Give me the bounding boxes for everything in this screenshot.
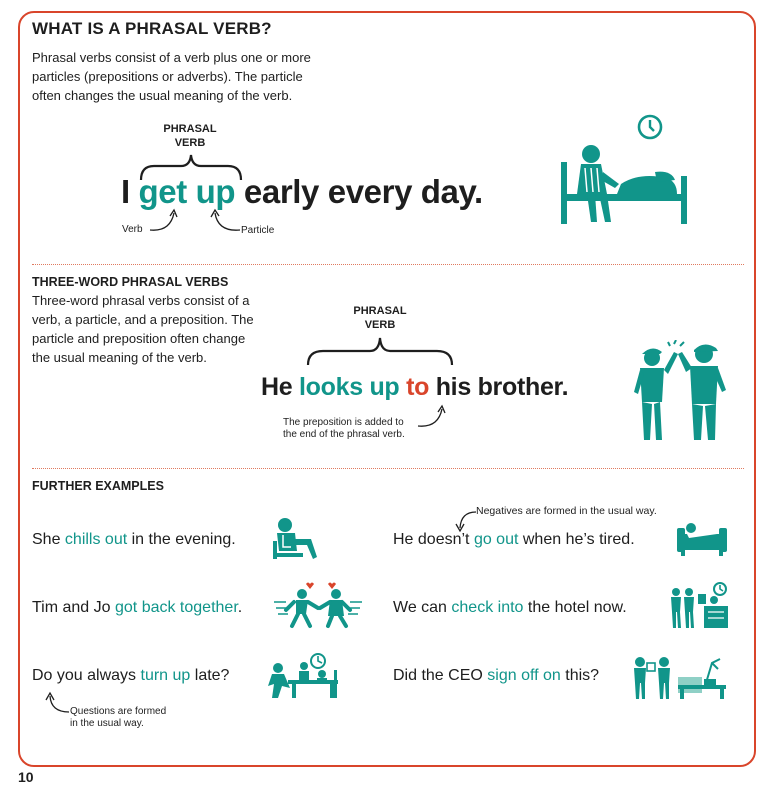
particle-word: up <box>195 173 236 210</box>
note-line: in the usual way. <box>70 718 144 729</box>
particle-note: Particle <box>241 225 275 236</box>
label-line: PHRASAL <box>163 123 217 135</box>
ceo-sign-off-icon <box>632 655 730 701</box>
page-number: 10 <box>18 769 34 785</box>
example-text: late? <box>190 667 230 684</box>
sentence-part: I <box>121 173 139 210</box>
intro-line: often changes the usual meaning of the verb. <box>32 88 293 103</box>
example-text: He doesn’t <box>393 531 474 548</box>
example-text: when he’s tired. <box>518 531 635 548</box>
person-lying-on-sofa-icon <box>675 520 729 558</box>
example-phrasal-verb: go out <box>473 531 519 548</box>
preposition-arrow <box>416 404 450 430</box>
example-sentence-looks-up-to <box>261 373 568 402</box>
couple-reunion-icon <box>272 580 364 630</box>
negatives-note: Negatives are formed in the usual way. <box>476 505 657 517</box>
intro-line: particles (prepositions or adverbs). The particle <box>32 69 303 84</box>
example-text: Tim and Jo <box>32 599 115 616</box>
section-divider <box>32 264 744 265</box>
note-line: Questions are formed <box>70 706 167 717</box>
phrasal-verb-label-1 <box>150 122 230 150</box>
example-phrasal-verb: sign off on <box>487 667 561 684</box>
sentence-space <box>187 173 196 210</box>
example-text: this? <box>560 667 600 684</box>
negatives-arrow <box>453 509 479 533</box>
section-title-what-is-phrasal-verb: WHAT IS A PHRASAL VERB? <box>32 19 272 38</box>
example-phrasal-verb: chills out <box>64 531 128 548</box>
example-text: . <box>237 599 243 616</box>
phrasal-verb-brace-2 <box>305 335 455 367</box>
hotel-check-in-icon <box>668 582 730 630</box>
relaxing-person-icon <box>271 517 323 561</box>
phrasal-verb-label-2 <box>340 304 420 332</box>
sentence-part: early every day. <box>235 173 483 210</box>
example-go-out <box>393 531 635 549</box>
intro-line: Phrasal verbs consist of a verb plus one or more <box>32 50 311 65</box>
questions-note <box>70 706 190 730</box>
example-text: She <box>32 531 65 548</box>
note-line: the end of the phrasal verb. <box>283 429 405 440</box>
intro-line: Three-word phrasal verbs consist of a <box>32 293 250 308</box>
example-text: in the evening. <box>127 531 236 548</box>
example-phrasal-verb: got back together <box>115 599 238 616</box>
intro-line: verb, a particle, and a preposition. The <box>32 312 254 327</box>
verb-note: Verb <box>122 224 143 235</box>
section2-intro <box>32 291 282 367</box>
clock-icon <box>636 113 664 141</box>
example-turn-up <box>32 667 229 685</box>
intro-line: particle and preposition often change <box>32 331 246 346</box>
particle-arrow <box>208 208 244 234</box>
sentence-part: his brother. <box>429 373 569 401</box>
section1-intro <box>32 48 362 105</box>
section-divider <box>32 468 744 469</box>
section-title-three-word: THREE-WORD PHRASAL VERBS <box>32 275 229 289</box>
example-got-back-together <box>32 599 242 617</box>
example-sentence-get-up <box>121 173 483 211</box>
brothers-high-five-icon <box>630 340 734 444</box>
sentence-part: He <box>261 373 300 401</box>
example-text: We can <box>393 599 452 616</box>
example-check-into <box>393 599 627 617</box>
questions-arrow <box>44 690 72 716</box>
example-text: the hotel now. <box>523 599 627 616</box>
example-text: Do you always <box>32 667 141 684</box>
verb-arrow <box>148 208 182 234</box>
example-phrasal-verb: turn up <box>140 667 191 684</box>
section-title-further-examples: FURTHER EXAMPLES <box>32 479 164 493</box>
preposition-word: to <box>406 373 430 401</box>
note-line: The preposition is added to <box>283 417 404 428</box>
label-line: VERB <box>364 319 396 331</box>
phrasal-words: looks up <box>299 373 400 401</box>
example-chills-out <box>32 531 236 549</box>
label-line: PHRASAL <box>353 305 407 317</box>
example-phrasal-verb: check into <box>451 599 524 616</box>
example-text: Did the CEO <box>393 667 488 684</box>
label-line: VERB <box>174 137 206 149</box>
example-sign-off-on <box>393 667 599 685</box>
intro-line: the usual meaning of the verb. <box>32 350 207 365</box>
late-to-meeting-icon <box>264 652 344 700</box>
person-getting-up-icon <box>559 142 691 226</box>
verb-word: get <box>138 173 187 210</box>
